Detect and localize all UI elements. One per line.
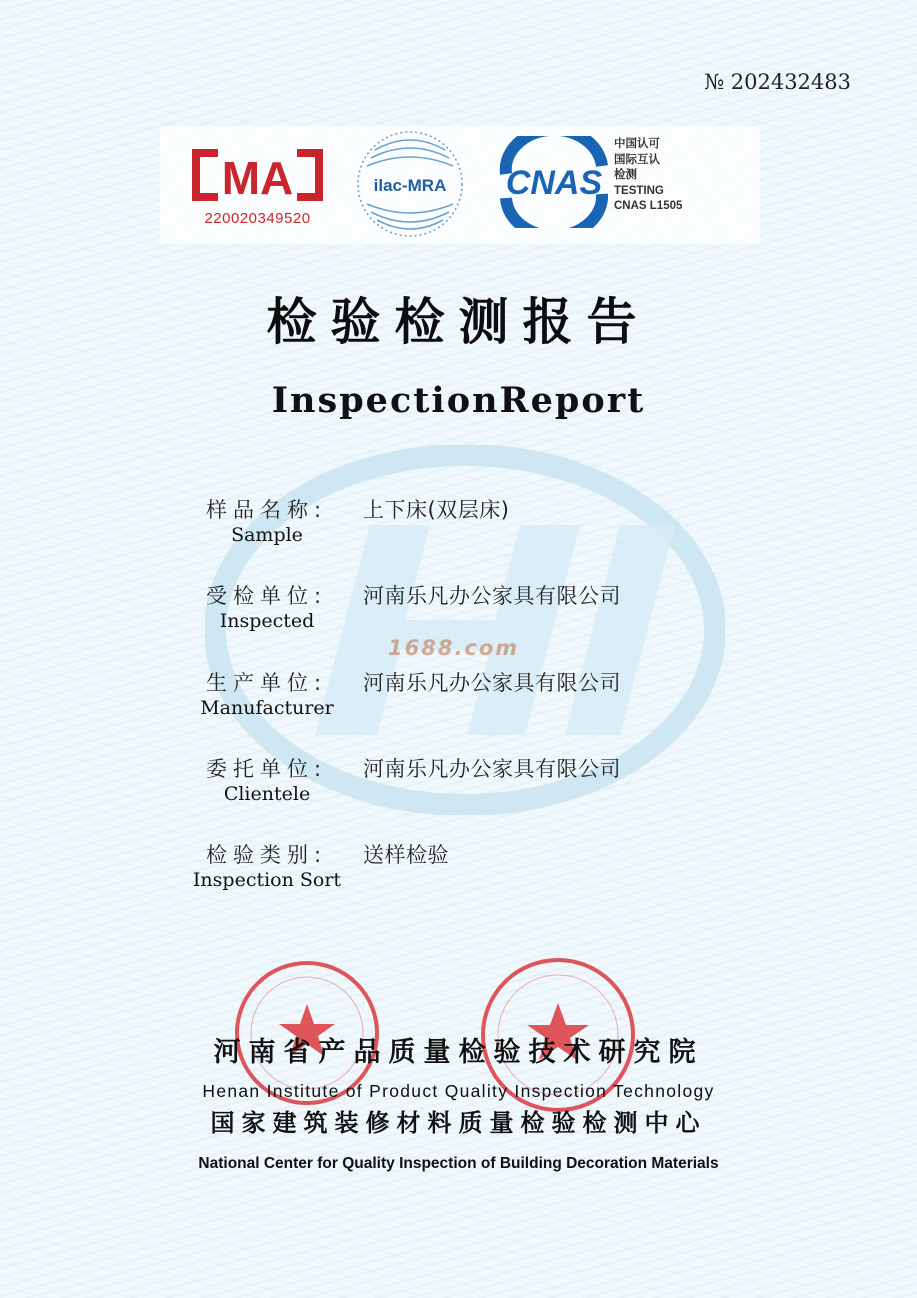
institute-name-chinese: 河南省产品质量检验技术研究院 [213,1037,704,1068]
field-label-zh: 受检单位: [206,584,328,608]
ilac-mra-mark: ilac-MRA [373,176,447,195]
field-label-en: Sample [231,524,303,546]
field-label-zh: 检验类别: [206,843,328,867]
field-label-en: Inspection Sort [192,869,342,891]
field-value: 河南乐凡办公家具有限公司 [363,757,621,781]
field-label-zh: 样品名称: [206,498,328,522]
cnas-logo-text [614,137,682,215]
cma-logo-mark: MA [221,152,294,204]
field-value: 河南乐凡办公家具有限公司 [363,584,621,608]
field-label-en: Clientele [223,783,311,805]
cnas-line: TESTING [614,184,664,197]
center-name-chinese: 国家建筑装修材料质量检验检测中心 [210,1109,707,1137]
report-title-chinese: 检验检测报告 [266,293,651,351]
cnas-logo [494,136,614,228]
ilac-mra-logo [353,128,467,240]
report-title-english: InspectionReport [271,380,646,421]
field-value: 河南乐凡办公家具有限公司 [363,671,621,695]
cnas-line: 中国认可 [614,138,660,150]
institute-name-english: Henan Institute of Product Quality Inspection Technology [202,1081,715,1101]
field-label-zh: 生产单位: [206,671,328,695]
field-label-zh: 委托单位: [206,757,328,781]
field-label-en: Inspected [219,610,315,632]
cma-code: 220020349520 [204,210,311,227]
field-label-en: Manufacturer [200,697,334,719]
cnas-logo-mark: CNAS [505,164,603,202]
center-name-english: National Center for Quality Inspection of Building Decoration Materials [198,1155,719,1172]
field-value: 上下床(双层床) [363,498,510,522]
cnas-line: 国际互认 [614,153,660,166]
field-value: 送样检验 [363,843,449,867]
cnas-line: 检测 [614,169,637,181]
report-serial-number: № 202432483 [704,70,851,94]
site-watermark: 1688.com [388,636,520,660]
cnas-line: CNAS L1505 [614,200,683,212]
